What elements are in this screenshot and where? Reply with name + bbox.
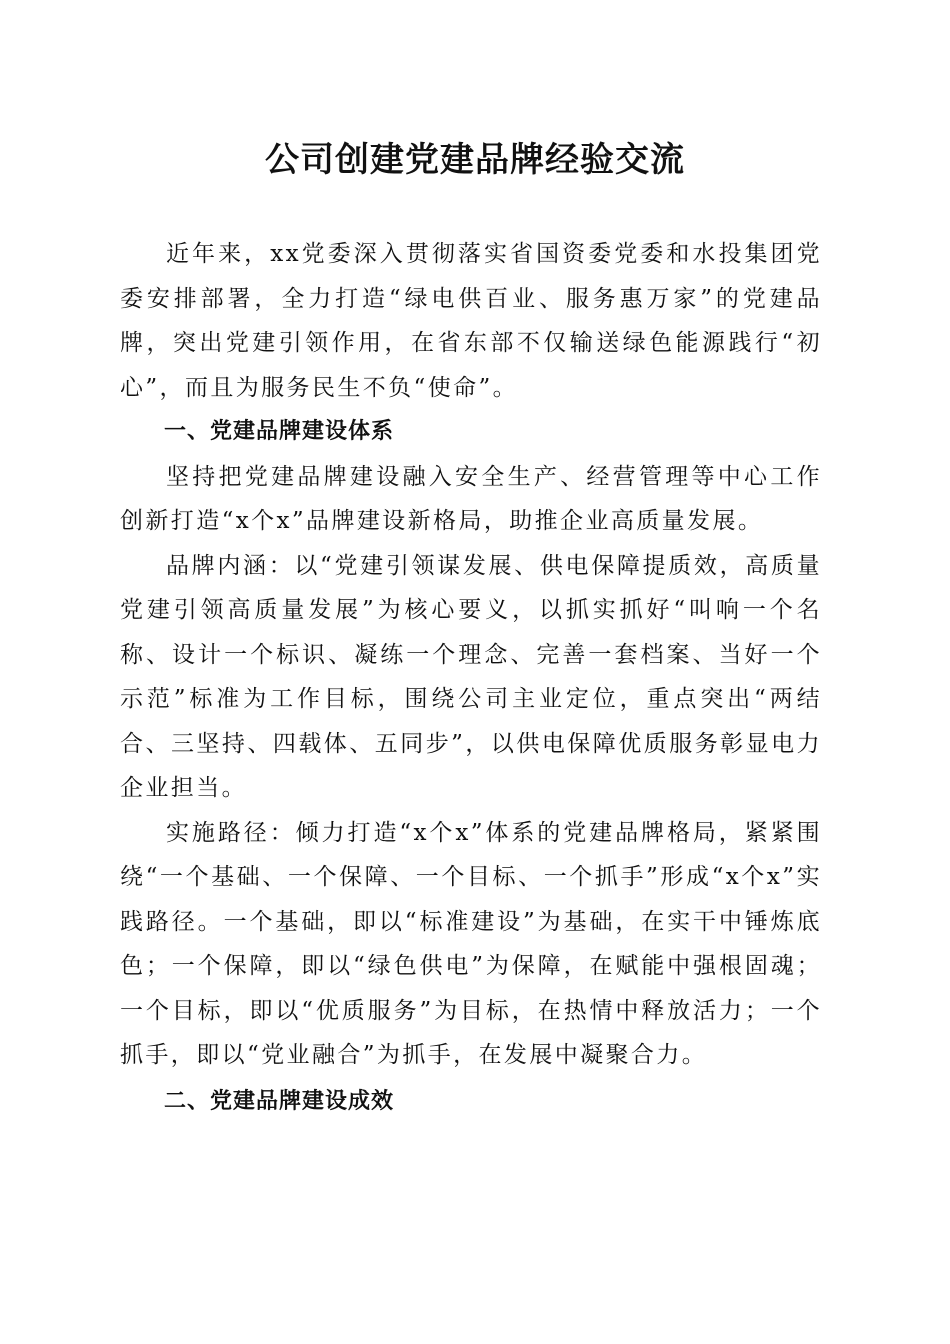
section-heading-2: 二、党建品牌建设成效	[164, 1088, 395, 1114]
section-heading-1: 一、党建品牌建设体系	[164, 419, 395, 444]
section1-paragraph-brand-connotation: 品牌内涵：以“党建引领谋发展、供电保障提质效，高质量党建引领高质量发展”为核心要义，以抓实抓好“叫响一个名称、设计一个标识、凝练一个理念、完善一套档案、当好一个示范”标准为工作目标，围绕公司主业定位，重点突出“两结合、三坚持、四载体、五同步”，以供电保障优质服务彰显电力企业担当。	[120, 552, 822, 801]
document-body	[120, 232, 822, 1124]
section1-paragraph-implementation-path: 实施路径：倾力打造“x个x”体系的党建品牌格局，紧紧围绕“一个基础、一个保障、一个目标、一个抓手”形成“x个x”实践路径。一个基础，即以“标准建设”为基础，在实干中锤炼底色；一个保障，即以“绿色供电”为保障，在赋能中强根固魂；一个目标，即以“优质服务”为目标，在热情中释放活力；一个抓手，即以“党业融合”为抓手，在发展中凝聚合力。	[120, 819, 822, 1068]
document-title: 公司创建党建品牌经验交流	[265, 140, 685, 180]
intro-paragraph: 近年来，xx党委深入贯彻落实省国资委党委和水投集团党委安排部署，全力打造“绿电供百业、服务惠万家”的党建品牌，突出党建引领作用，在省东部不仅输送绿色能源践行“初心”，而且为服务民生不负“使命”。	[120, 241, 822, 401]
section1-paragraph-1: 坚持把党建品牌建设融入安全生产、经营管理等中心工作创新打造“x个x”品牌建设新格局，助推企业高质量发展。	[120, 463, 822, 534]
